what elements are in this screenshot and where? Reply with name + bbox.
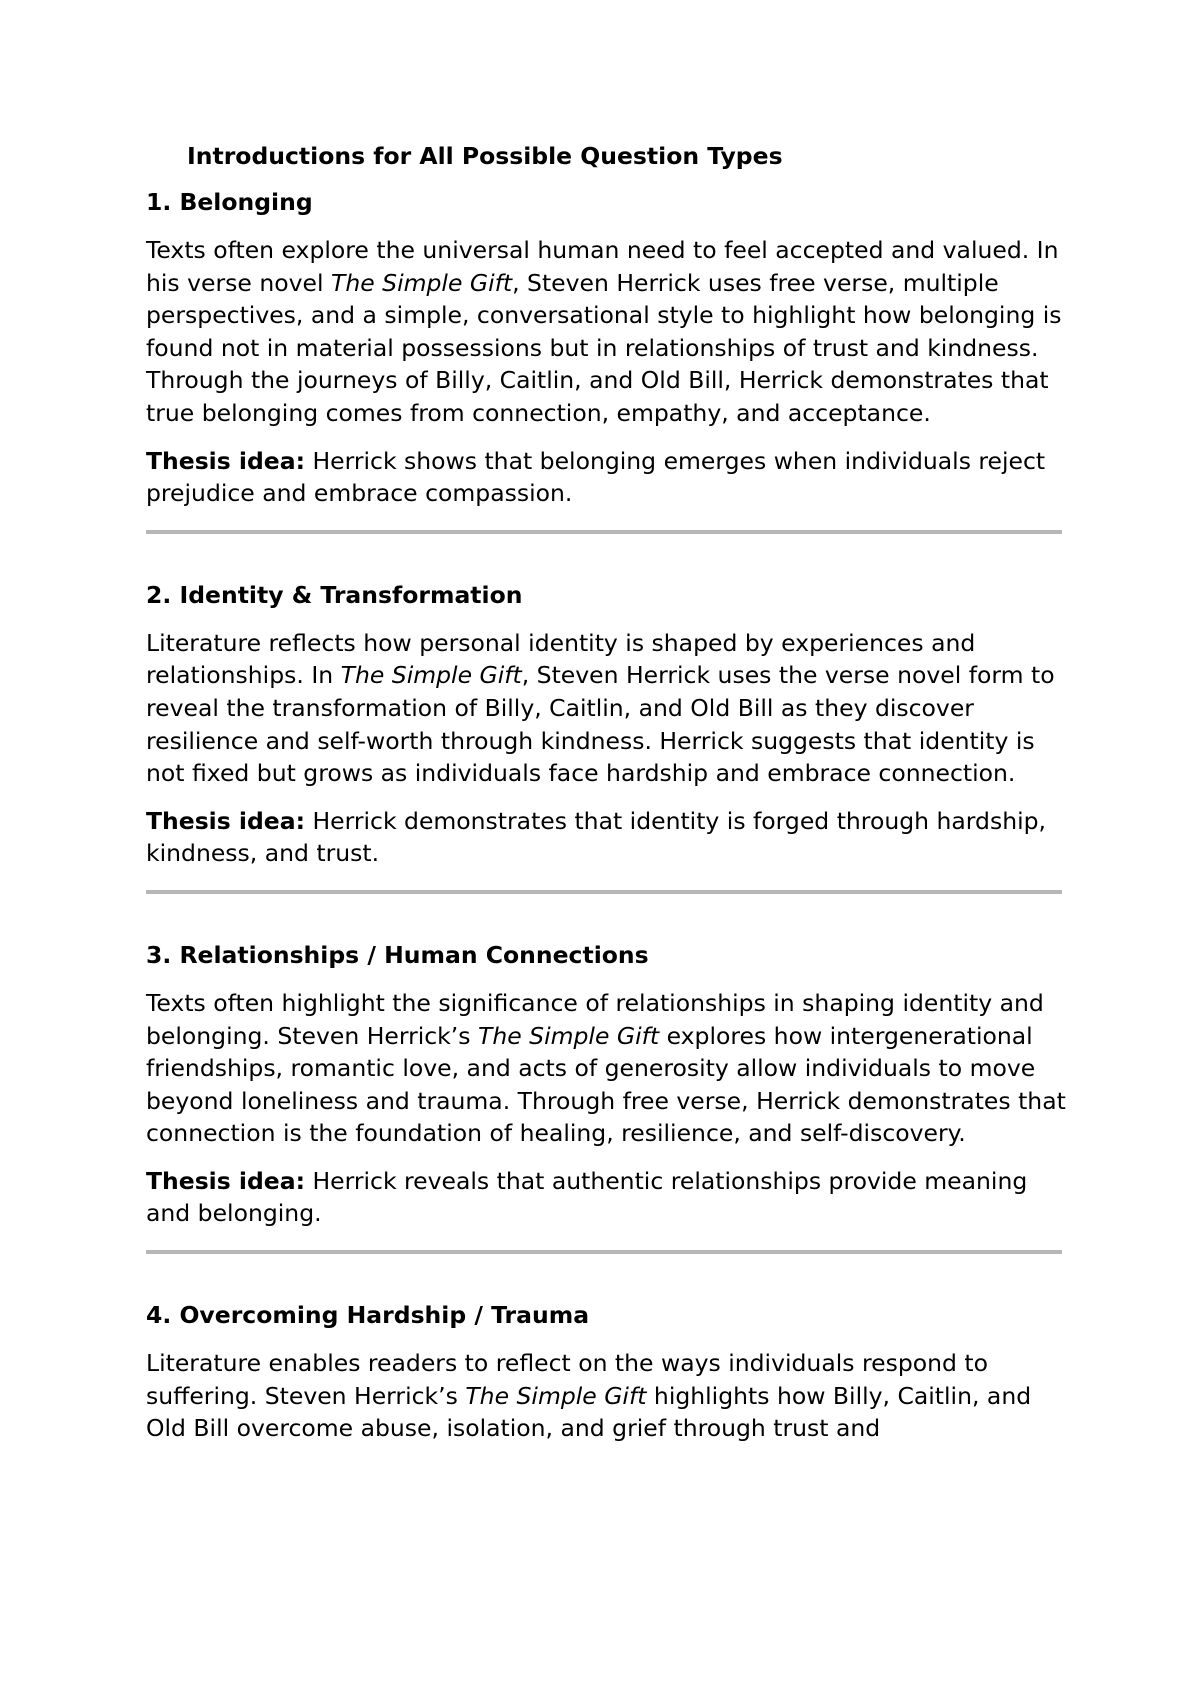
intro-text: , Steven Herrick uses the verse novel form to reveal the transformation of Billy, Caitlin, and Old Bill as they discover resilience and self-worth through kindness. Herrick suggests that identity is not fixed but grows as individuals face hardship and embrace connection.: [146, 661, 1055, 788]
thesis-label: Thesis idea:: [146, 806, 305, 835]
book-title: The Simple Gift: [465, 1381, 647, 1410]
section-belonging: [146, 186, 1076, 534]
section-heading: 2. Identity & Transformation: [146, 580, 523, 609]
thesis-text: Herrick shows that belonging emerges when individuals reject prejudice and embrace compassion.: [146, 446, 1046, 508]
section-heading: 4. Overcoming Hardship / Trauma: [146, 1301, 590, 1330]
section-heading: 1. Belonging: [146, 188, 313, 216]
section-intro-paragraph: [146, 234, 1076, 430]
intro-text: Texts often explore the universal human need to feel accepted and valued. In his verse novel: [146, 236, 1059, 297]
section-intro-paragraph: [146, 1347, 1076, 1445]
section-divider: [146, 530, 1062, 534]
book-title: The Simple Gift: [330, 268, 513, 297]
book-title: The Simple Gift: [340, 661, 522, 690]
intro-text: highlights how Billy, Caitlin, and Old Bill overcome abuse, isolation, and grief through trust and: [146, 1381, 1032, 1443]
book-title: The Simple Gift: [477, 1021, 660, 1050]
thesis-label: Thesis idea:: [146, 1166, 305, 1195]
section-relationships: [146, 939, 1076, 1254]
thesis-paragraph: [146, 1165, 1076, 1230]
section-identity: [146, 579, 1076, 894]
thesis-text: Herrick demonstrates that identity is forged through hardship, kindness, and trust.: [146, 806, 1047, 868]
intro-text: , Steven Herrick uses free verse, multiple perspectives, and a simple, conversational style to highlight how belonging is found not in material possessions but in relationships of trust and kindness. Through the journeys of Billy, Caitlin, and Old Bill, Herrick demonstrates that true belonging comes from connection, empathy, and acceptance.: [146, 268, 1062, 427]
intro-text: Texts often highlight the significance of relationships in shaping identity and belonging. Steven Herrick’s: [146, 988, 1044, 1050]
thesis-label: Thesis idea:: [146, 446, 305, 475]
intro-text: explores how intergenerational friendships, romantic love, and acts of generosity allow individuals to move beyond loneliness and trauma. Through free verse, Herrick demonstrates that connection is the foundation of healing, resilience, and self-discovery.: [146, 1021, 1066, 1148]
document-title: Introductions for All Possible Question Types: [187, 142, 783, 170]
intro-text: Literature enables readers to reflect on the ways individuals respond to suffering. Steven Herrick’s: [146, 1349, 988, 1410]
section-divider: [146, 1250, 1062, 1254]
thesis-paragraph: [146, 445, 1076, 510]
document-page: [146, 140, 1076, 1460]
section-intro-paragraph: [146, 627, 1076, 790]
section-intro-paragraph: [146, 987, 1076, 1150]
thesis-text: Herrick reveals that authentic relationships provide meaning and belonging.: [146, 1166, 1028, 1228]
thesis-paragraph: [146, 805, 1076, 870]
intro-text: Literature reflects how personal identity is shaped by experiences and relationships. In: [146, 628, 976, 690]
section-hardship: [146, 1299, 1076, 1445]
section-heading: 3. Relationships / Human Connections: [146, 940, 649, 969]
section-divider: [146, 890, 1062, 894]
